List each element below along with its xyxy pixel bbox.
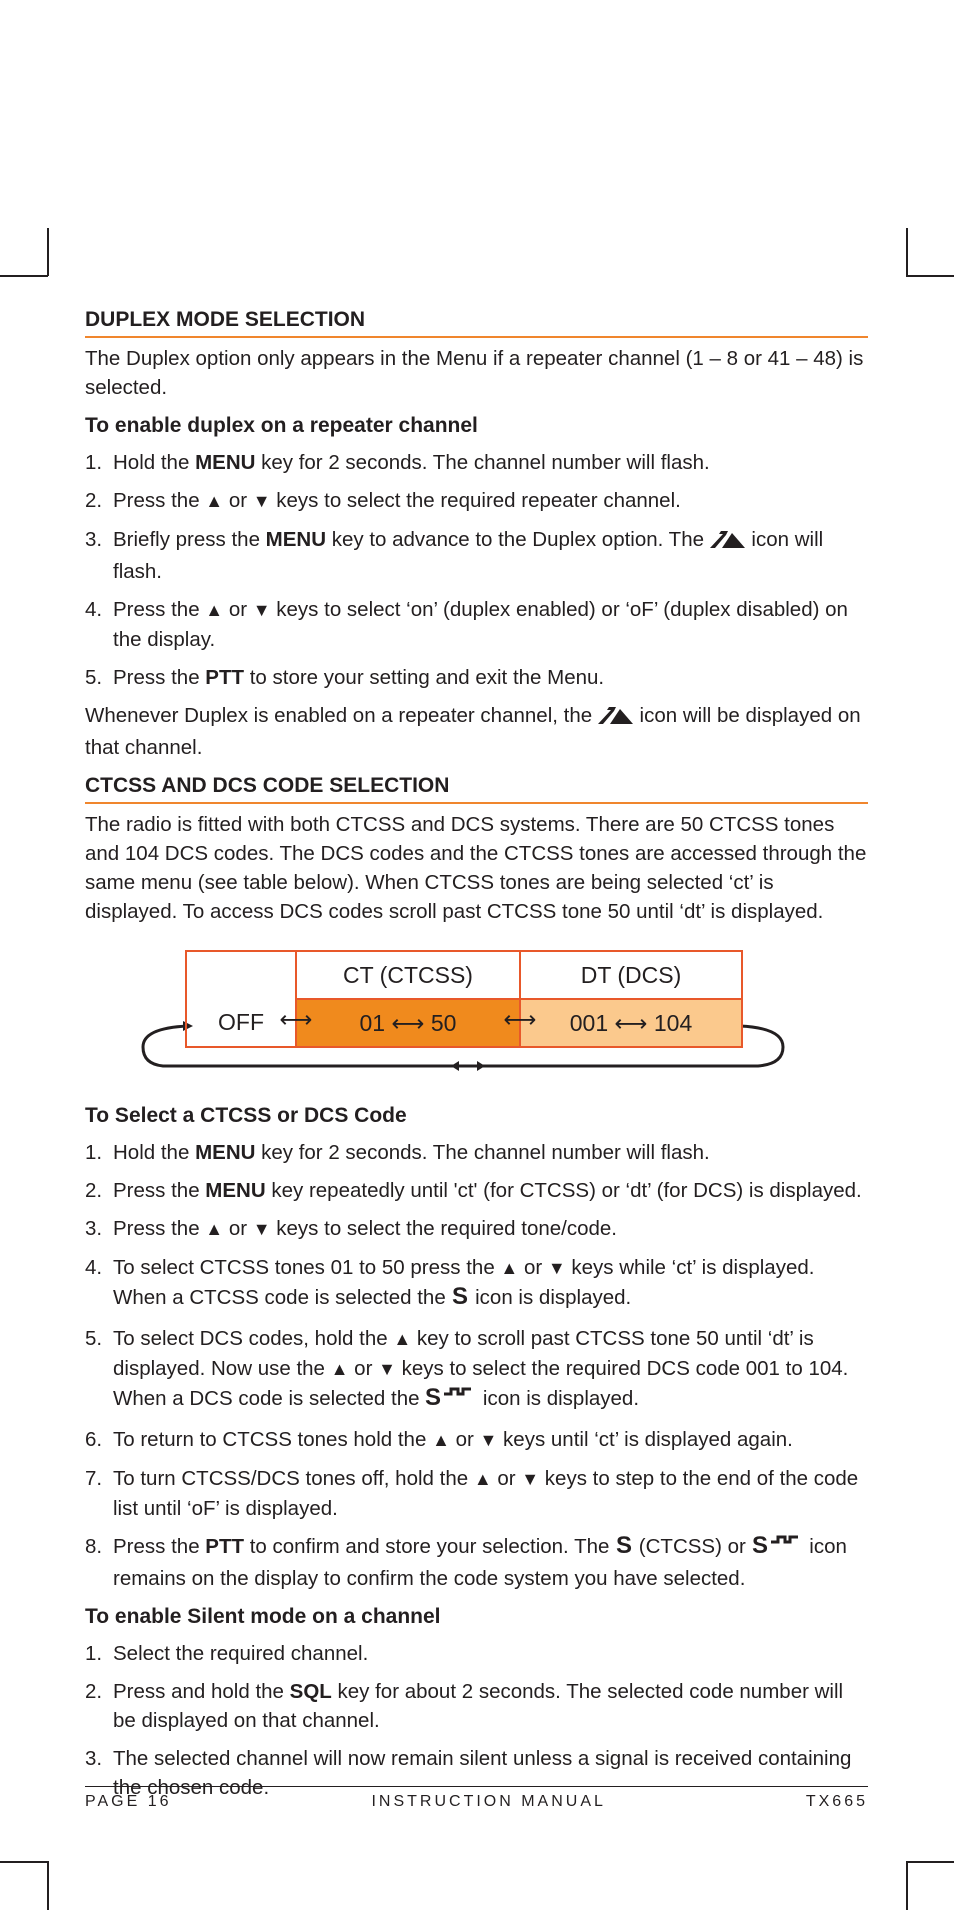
svg-text:S: S bbox=[751, 1532, 768, 1556]
page-content bbox=[85, 306, 868, 1811]
down-arrow-icon: ▼ bbox=[252, 600, 271, 620]
down-arrow-icon: ▼ bbox=[378, 1359, 396, 1379]
svg-text:S: S bbox=[425, 1384, 442, 1408]
sql-key-label: SQL bbox=[289, 1680, 332, 1703]
boundary-arrow-icon: ⟷ bbox=[279, 1006, 313, 1032]
list-item: 4. To select CTCSS tones 01 to 50 press the ▲ or ▼ keys while ‘ct’ is displayed. When a CTCSS code is selected the S icon is displayed. bbox=[85, 1253, 868, 1315]
crop-mark-top-left-v bbox=[47, 228, 49, 276]
list-item: 1. Hold the MENU key for 2 seconds. The channel number will flash. bbox=[85, 1141, 710, 1164]
select-steps bbox=[85, 1138, 868, 1593]
list-item: 2. Press the ▲ or ▼ keys to select the required repeater channel. bbox=[85, 489, 681, 512]
ptt-key-label: PTT bbox=[205, 666, 245, 689]
manual-title: INSTRUCTION MANUAL bbox=[371, 1793, 606, 1810]
up-arrow-icon: ▲ bbox=[330, 1359, 349, 1379]
duplex-intro: The Duplex option only appears in the Menu if a repeater channel (1 – 8 or 41 – 48) is selected. bbox=[85, 347, 864, 399]
up-arrow-icon: ▲ bbox=[500, 1258, 519, 1278]
ctcss-intro: The radio is fitted with both CTCSS and DCS systems. There are 50 CTCSS tones and 104 DCS codes. The DCS codes and the CTCSS tones are accessed through the same menu (see table below). When CTCSS tones are being selected ‘ct’ is displayed. To access DCS codes scroll past CTCSS tone 50 until ‘dt’ is displayed. bbox=[85, 813, 867, 923]
duplex-steps bbox=[85, 448, 868, 692]
list-item: 1. Select the required channel. bbox=[85, 1642, 369, 1665]
crop-mark-bottom-left-h bbox=[0, 1861, 48, 1863]
up-arrow-icon: ▲ bbox=[432, 1430, 450, 1450]
code-table bbox=[185, 950, 743, 1048]
crop-mark-top-left-h bbox=[0, 275, 48, 277]
crop-mark-top-right-v bbox=[906, 228, 908, 276]
list-item: 1. Hold the MENU key for 2 seconds. The channel number will flash. bbox=[85, 451, 710, 474]
list-item: 5. To select DCS codes, hold the ▲ key to scroll past CTCSS tone 50 until ‘dt’ is displayed. Now use the ▲ or ▼ keys to select the required DCS code 001 to 104. When a DCS code is selected the S icon is displayed. bbox=[85, 1324, 868, 1416]
list-item: 3. The selected channel will now remain silent unless a signal is received containing the chosen code. bbox=[85, 1747, 852, 1799]
range-arrow-icon: ⟷ bbox=[391, 1009, 425, 1036]
page-number: PAGE 16 bbox=[85, 1793, 172, 1810]
ctcss-s-icon bbox=[451, 1283, 469, 1315]
up-arrow-icon: ▲ bbox=[205, 1219, 224, 1239]
up-arrow-icon: ▲ bbox=[473, 1469, 492, 1489]
silent-subhead: To enable Silent mode on a channel bbox=[85, 1605, 441, 1628]
list-item: 6. To return to CTCSS tones hold the ▲ or ▼ keys until ‘ct’ is displayed again. bbox=[85, 1428, 793, 1451]
up-arrow-icon: ▲ bbox=[205, 600, 224, 620]
crop-mark-bottom-left-v bbox=[47, 1861, 49, 1910]
list-item: 2. Press the MENU key repeatedly until 'ct' (for CTCSS) or ‘dt’ (for DCS) is displayed. bbox=[85, 1179, 862, 1202]
duplex-subhead: To enable duplex on a repeater channel bbox=[85, 414, 478, 437]
svg-text:S: S bbox=[452, 1283, 469, 1307]
ctcss-section-title: CTCSS AND DCS CODE SELECTION bbox=[85, 772, 868, 804]
duplex-outro: Whenever Duplex is enabled on a repeater channel, the icon will be displayed on that channel. bbox=[85, 704, 861, 759]
down-arrow-icon: ▼ bbox=[252, 491, 271, 511]
crop-mark-bottom-right-v bbox=[906, 1861, 908, 1910]
down-arrow-icon: ▼ bbox=[479, 1430, 498, 1450]
list-item: 2. Press and hold the SQL key for about 2 seconds. The selected code number will be displayed on that channel. bbox=[85, 1680, 844, 1732]
boundary-arrow-icon: ⟷ bbox=[503, 1006, 537, 1032]
list-item: 7. To turn CTCSS/DCS tones off, hold the ▲ or ▼ keys to step to the end of the code list until ‘oF’ is displayed. bbox=[85, 1467, 859, 1520]
dcs-s-icon bbox=[752, 1532, 804, 1564]
down-arrow-icon: ▼ bbox=[521, 1469, 540, 1489]
dcs-s-icon bbox=[425, 1384, 477, 1416]
code-table-diagram bbox=[85, 944, 868, 1092]
crop-mark-top-right-h bbox=[906, 275, 954, 277]
off-cell: OFF bbox=[185, 950, 297, 1048]
crop-mark-bottom-right-h bbox=[906, 1861, 954, 1863]
model-name: TX665 bbox=[805, 1793, 868, 1810]
page-footer bbox=[85, 1786, 868, 1811]
down-arrow-icon: ▼ bbox=[252, 1219, 271, 1239]
silent-steps bbox=[85, 1639, 868, 1802]
down-arrow-icon: ▼ bbox=[547, 1258, 566, 1278]
list-item: 3. Briefly press the MENU key to advance to the Duplex option. The icon will flash. bbox=[85, 528, 824, 583]
list-item: 3. Press the ▲ or ▼ keys to select the required tone/code. bbox=[85, 1217, 618, 1240]
list-item: 4. Press the ▲ or ▼ keys to select ‘on’ (duplex enabled) or ‘oF’ (duplex disabled) on the display. bbox=[85, 598, 848, 651]
ct-range-cell: 01 ⟷ 50 bbox=[295, 998, 521, 1048]
ct-header: CT (CTCSS) bbox=[295, 950, 521, 1000]
duplex-section-title: DUPLEX MODE SELECTION bbox=[85, 306, 868, 338]
svg-text:S: S bbox=[616, 1532, 633, 1556]
list-item: 5. Press the PTT to store your setting and exit the Menu. bbox=[85, 666, 605, 689]
duplex-icon bbox=[710, 528, 746, 557]
range-arrow-icon: ⟷ bbox=[614, 1009, 648, 1036]
select-subhead: To Select a CTCSS or DCS Code bbox=[85, 1104, 407, 1127]
up-arrow-icon: ▲ bbox=[205, 491, 224, 511]
list-item: 8. Press the PTT to confirm and store your selection. The S (CTCSS) or S icon remains on the display to confirm the code system you have selected. bbox=[85, 1532, 847, 1590]
up-arrow-icon: ▲ bbox=[393, 1329, 412, 1349]
menu-key-label: MENU bbox=[195, 451, 256, 474]
dt-range-cell: 001 ⟷ 104 bbox=[519, 998, 743, 1048]
ctcss-s-icon bbox=[615, 1532, 633, 1564]
dt-header: DT (DCS) bbox=[519, 950, 743, 1000]
duplex-icon bbox=[598, 704, 634, 733]
